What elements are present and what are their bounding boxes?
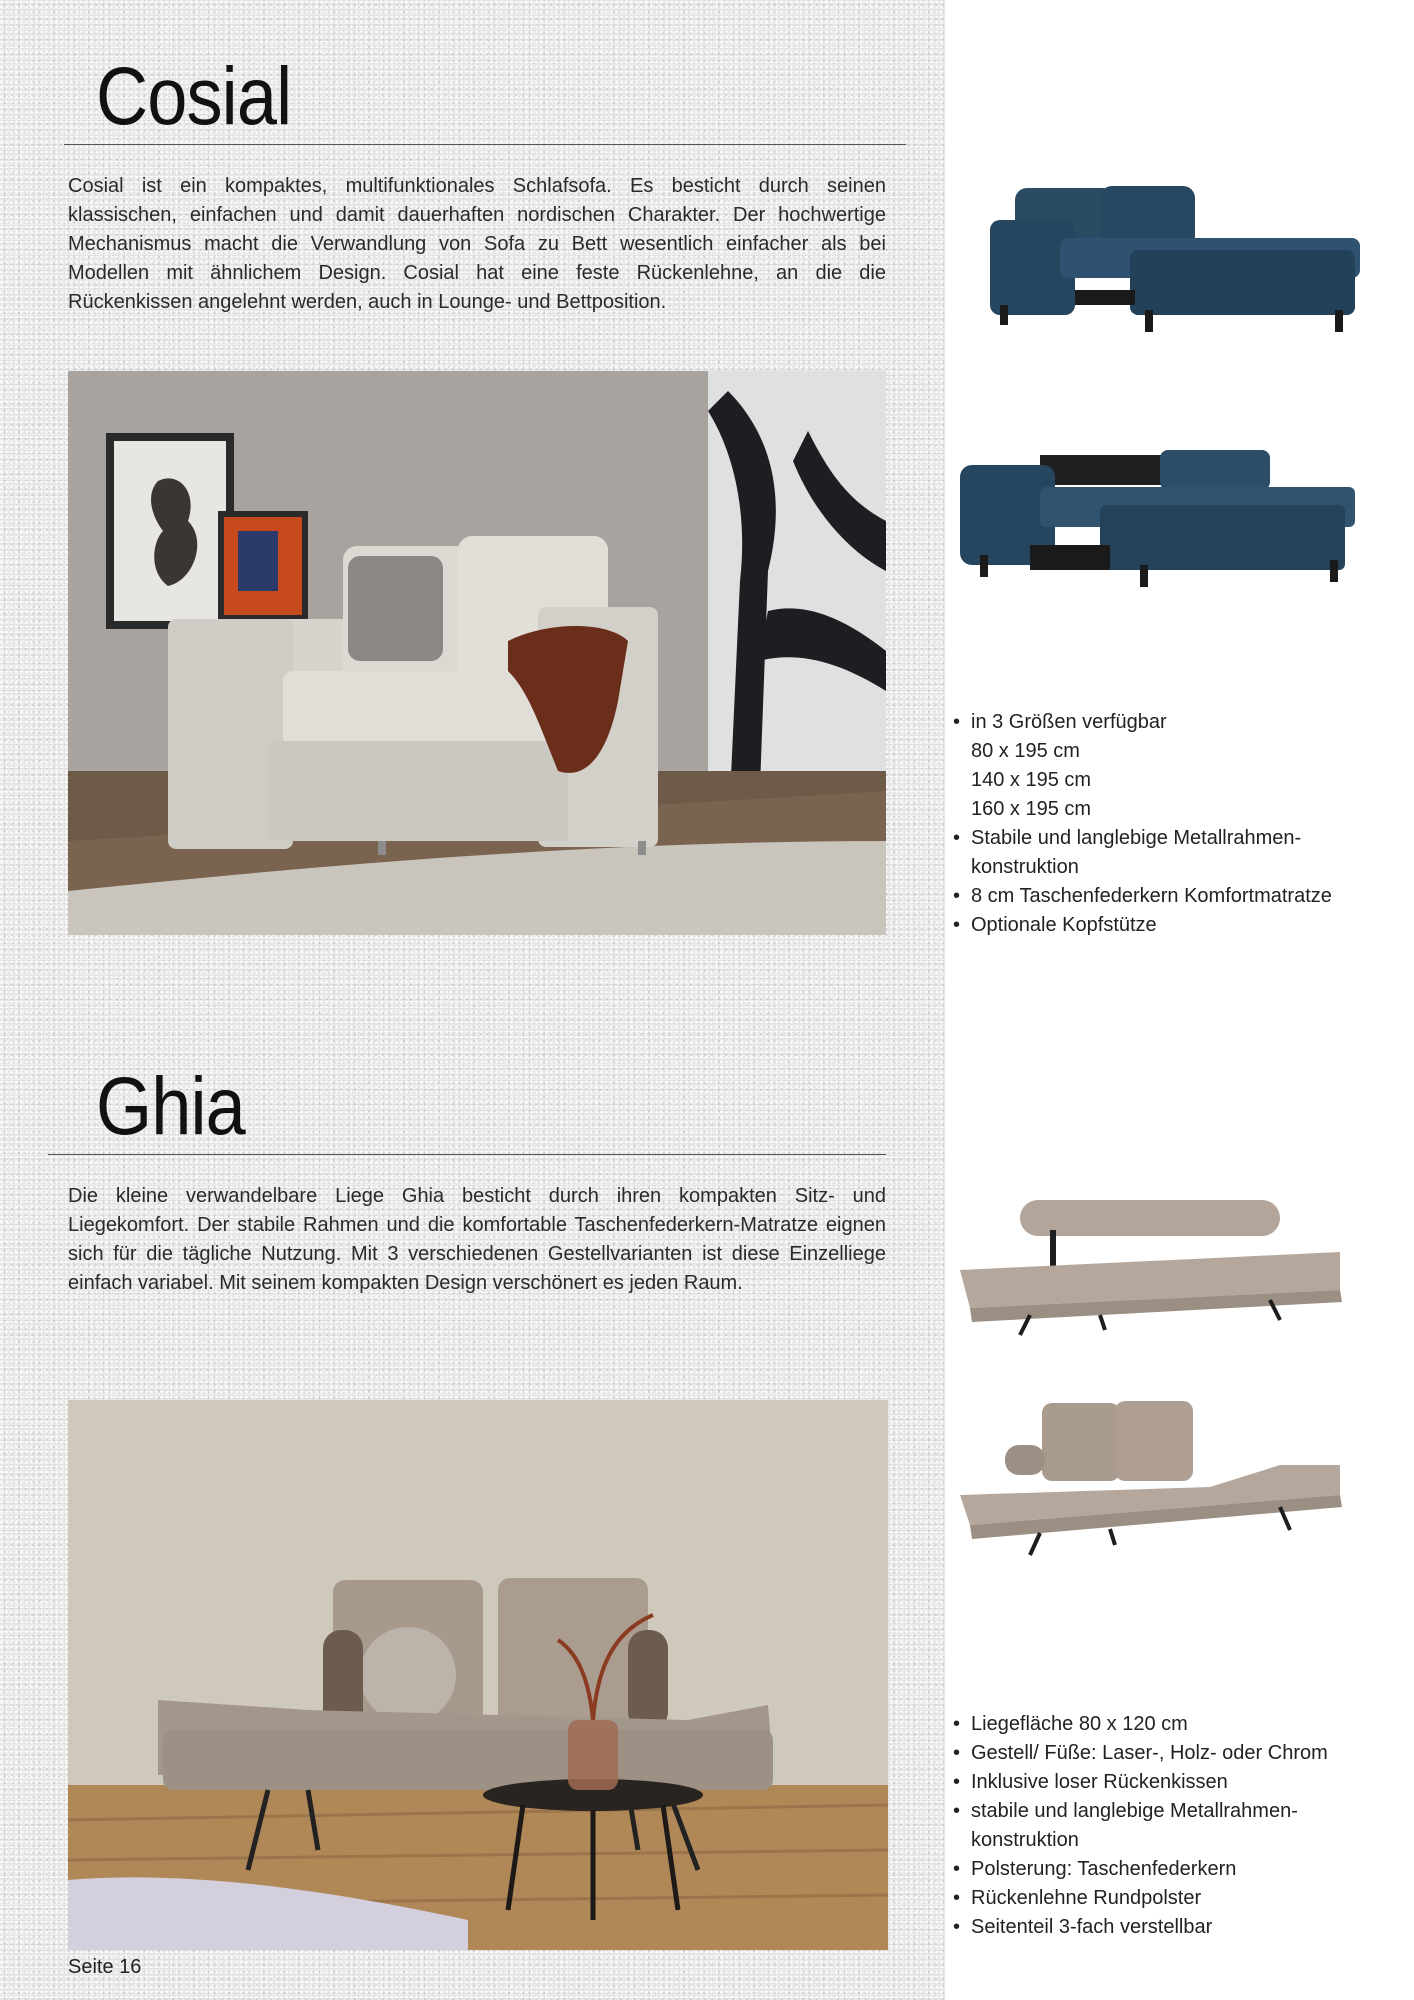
cosial-product-lounge — [980, 180, 1370, 350]
feature-item: • Optionale Kopfstütze — [953, 911, 1332, 940]
ghia-backrest-illustration — [960, 1190, 1345, 1340]
feature-item: 80 x 195 cm — [971, 740, 1080, 762]
feature-item: • stabile und langlebige Metallrahmen- — [953, 1797, 1328, 1826]
feature-item: • Rückenlehne Rundpolster — [953, 1884, 1328, 1913]
feature-item: konstruktion — [971, 856, 1079, 878]
feature-item: • 8 cm Taschenfederkern Komfortmatratze — [953, 882, 1332, 911]
cosial-lounge-illustration — [980, 180, 1370, 350]
feature-item: 160 x 195 cm — [971, 798, 1092, 820]
ghia-title-rule — [48, 1154, 886, 1155]
cosial-product-bed — [960, 445, 1355, 595]
ghia-title: Ghia — [96, 1061, 245, 1152]
feature-item: • Liegefläche 80 x 120 cm — [953, 1710, 1328, 1739]
ghia-product-backrest — [960, 1190, 1345, 1340]
feature-item: konstruktion — [971, 1829, 1079, 1851]
cosial-features — [953, 708, 1332, 940]
ghia-cushions-illustration — [960, 1395, 1345, 1565]
feature-item: • in 3 Größen verfügbar — [953, 708, 1332, 737]
ghia-room-illustration — [68, 1400, 888, 1950]
feature-item: • Polsterung: Taschenfederkern — [953, 1855, 1328, 1884]
ghia-description: Die kleine verwandelbare Liege Ghia besticht durch ihren kompakten Sitz- und Liegekomfort. Der stabile Rahmen und die komfortable Taschenfederkern-Matratze eignen sich für die tägliche Nutzung. Mit 3 verschiedenen Gestellvarianten ist diese Einzelliege einfach variabel. Mit seinem kompakten Design verschönert es jeden Raum. — [68, 1185, 886, 1294]
cosial-room-illustration — [68, 371, 886, 935]
cosial-title: Cosial — [96, 51, 292, 142]
feature-item: • Stabile und langlebige Metallrahmen- — [953, 824, 1332, 853]
cosial-description: Cosial ist ein kompaktes, multifunktionales Schlafsofa. Es besticht durch seinen klassischen, einfachen und damit dauerhaften nordischen Charakter. Der hochwertige Mechanismus macht die Verwandlung von Sofa zu Bett wesentlich einfacher als bei Modellen mit ähnlichem Design. Cosial hat eine feste Rückenlehne, an die die Rückenkissen angelehnt werden, auch in Lounge- und Bettposition. — [68, 175, 886, 313]
cosial-room-photo — [68, 371, 886, 935]
ghia-features — [953, 1710, 1328, 1942]
page-number: Seite 16 — [68, 1956, 142, 1978]
ghia-room-photo — [68, 1400, 888, 1950]
feature-item: • Seitenteil 3-fach verstellbar — [953, 1913, 1328, 1942]
feature-item: 140 x 195 cm — [971, 769, 1092, 791]
ghia-product-cushions — [960, 1395, 1345, 1565]
cosial-title-rule — [64, 144, 906, 145]
feature-item: • Inklusive loser Rückenkissen — [953, 1768, 1328, 1797]
cosial-bed-illustration — [960, 445, 1355, 595]
feature-item: • Gestell/ Füße: Laser-, Holz- oder Chrom — [953, 1739, 1328, 1768]
